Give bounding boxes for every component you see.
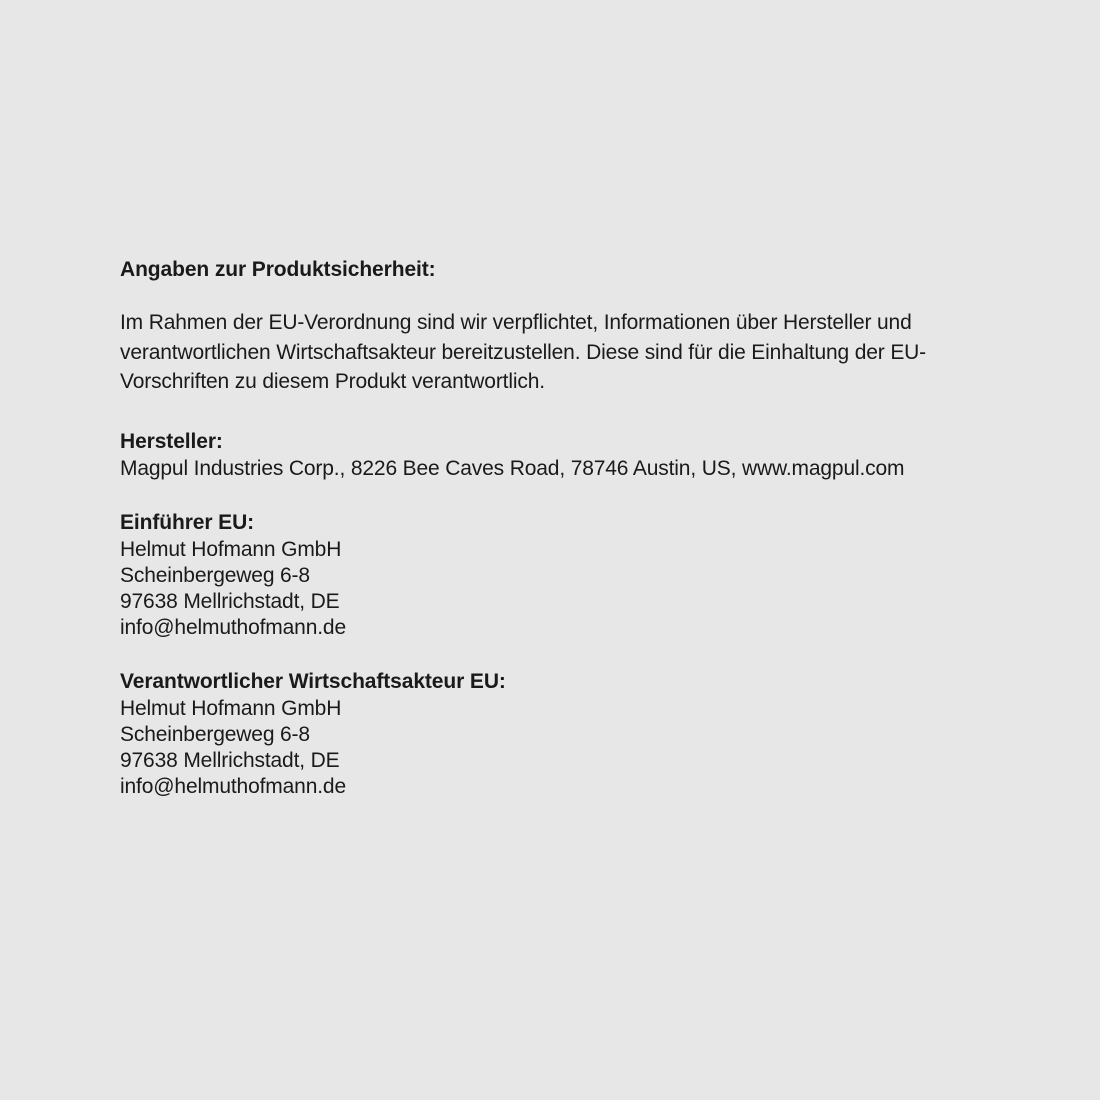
section-manufacturer bbox=[120, 428, 980, 482]
section-label: Einführer EU: bbox=[120, 510, 255, 534]
section-line-email: info@helmuthofmann.de bbox=[120, 615, 346, 639]
section-line: Scheinbergeweg 6-8 bbox=[120, 563, 310, 587]
document-body bbox=[120, 256, 980, 800]
page-title: Angaben zur Produktsicherheit: bbox=[120, 258, 436, 281]
spacer bbox=[120, 284, 980, 308]
section-line: Helmut Hofmann GmbH bbox=[120, 696, 342, 720]
spacer bbox=[120, 397, 980, 428]
section-line-email: info@helmuthofmann.de bbox=[120, 774, 346, 798]
section-label: Verantwortlicher Wirtschaftsakteur EU: bbox=[120, 669, 506, 693]
section-line: 97638 Mellrichstadt, DE bbox=[120, 748, 340, 772]
spacer bbox=[120, 482, 980, 509]
section-eu-importer bbox=[120, 509, 980, 641]
section-label: Hersteller: bbox=[120, 429, 223, 453]
section-line: Magpul Industries Corp., 8226 Bee Caves Road, 78746 Austin, US, www.magpul.com bbox=[120, 456, 905, 480]
spacer bbox=[120, 641, 980, 668]
section-line: Scheinbergeweg 6-8 bbox=[120, 722, 310, 746]
intro-paragraph: Im Rahmen der EU-Verordnung sind wir verpflichtet, Informationen über Hersteller und verantwortlichen Wirtschaftsakteur bereitzustellen. Diese sind für die Einhaltung der EU-Vorschriften zu diesem Produkt verantwortlich. bbox=[120, 311, 927, 393]
section-eu-responsible-person bbox=[120, 668, 980, 800]
section-line: 97638 Mellrichstadt, DE bbox=[120, 589, 340, 613]
section-line: Helmut Hofmann GmbH bbox=[120, 537, 342, 561]
